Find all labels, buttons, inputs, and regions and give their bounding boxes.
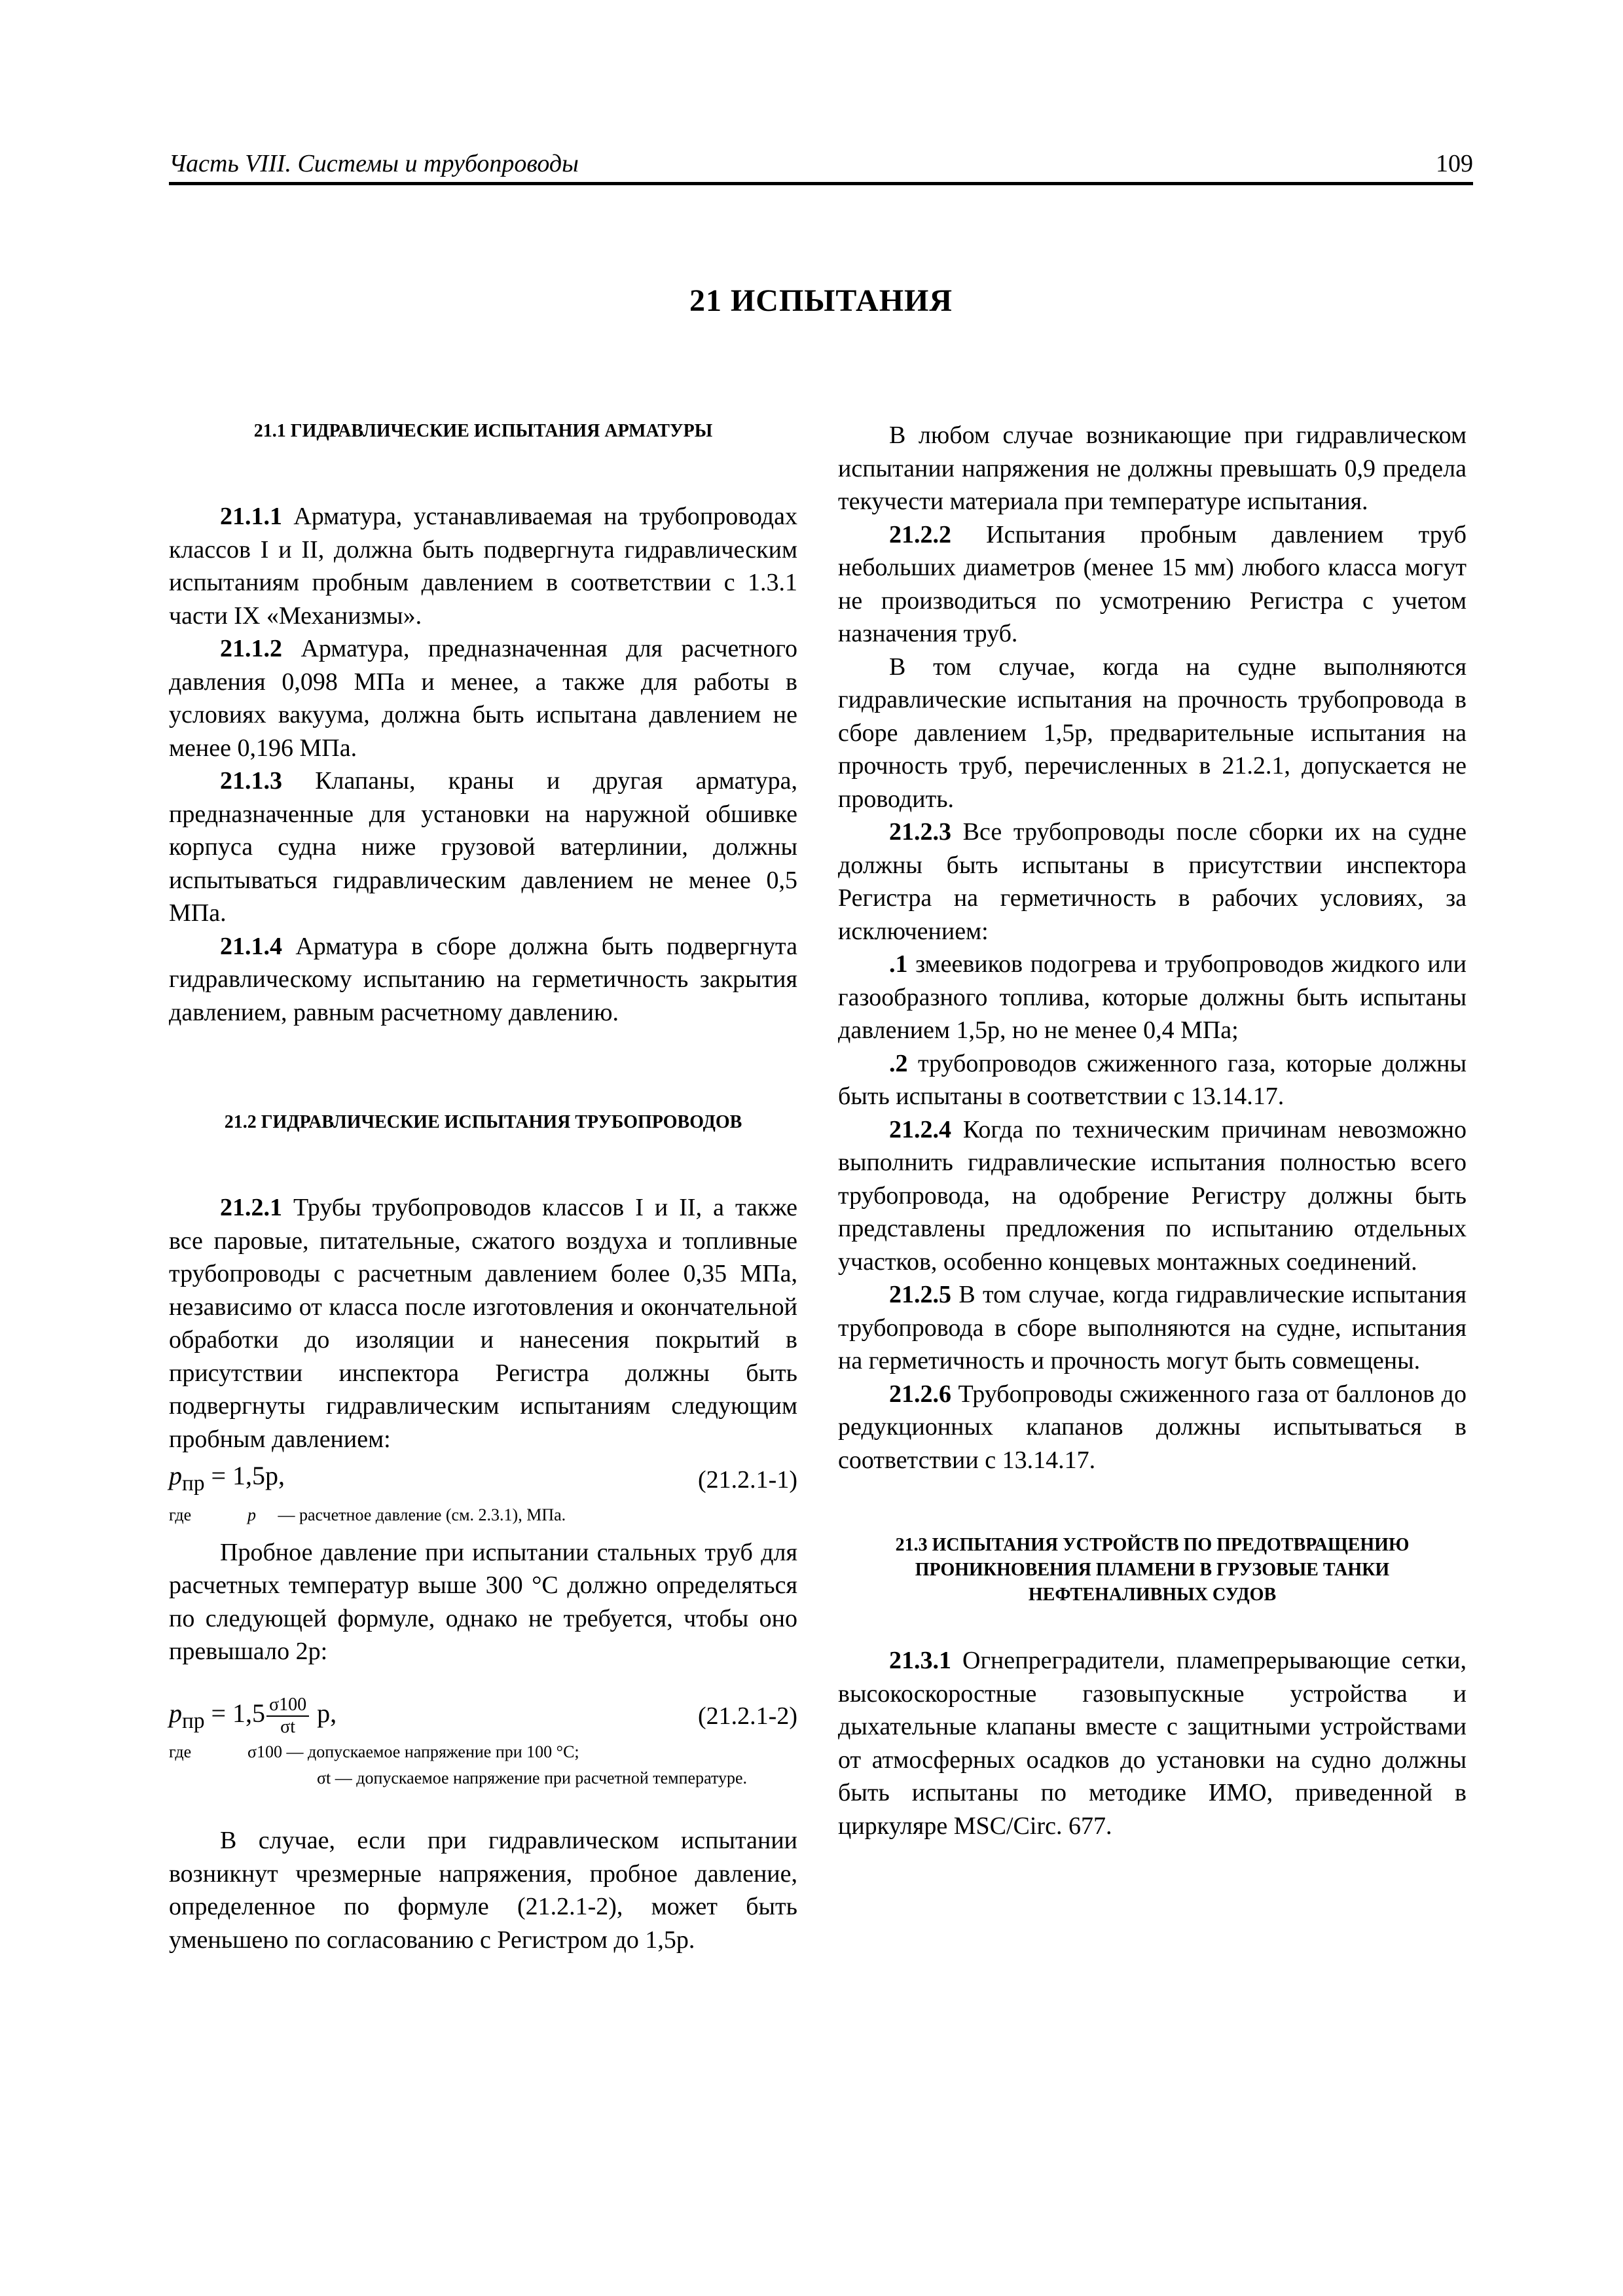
paragraph-21-1-2 [169,632,797,764]
paragraph-21-2-1 [169,1191,797,1456]
paragraph-text: Трубопроводы сжиженного газа от баллонов до редукционных клапанов должны испытываться в соответствии с 13.14.17. [838,1380,1467,1474]
formula-fraction: $\frac{\sigma 100}{\sigma t}$ [266,1695,309,1738]
paragraph-text: Огнепреградители, пламепрерывающие сетки, высокоскоростные газовыпускные устройства и дыхательные клапаны вместе с защитными устройствами от атмосферных осадков до установки на судно должны быть испытаны по методике ИМО, приведенной в циркуляре MSC/Circ. 677. [838,1647,1467,1840]
clause-number: 21.2.3 [889,818,951,846]
paragraph-text: В том случае, когда гидравлические испытания трубопровода в сборе выполняются на судне, испытания на герметичность и прочность могут быть совмещены. [838,1281,1467,1374]
paragraph-text: Когда по техническим причинам невозможно выполнить гидравлические испытания полностью всего трубопровода, на одобрение Регистру должны быть представлены предложения по испытанию отдельных участков, особенно концевых монтажных соединений. [838,1115,1467,1276]
paragraph-21-2-4 [838,1113,1467,1279]
formula-expression: $p_{пр} = 1,5p$, [169,1461,285,1496]
paragraph-lyubom: В любом случае возникающие при гидравлическом испытании напряжения не должны превышать 0,9 предела текучести материала при температуре испытания. [838,422,1467,515]
formula-legend: где p — расчетное давление (см. 2.3.1), МПа. [169,1505,566,1524]
item-text: трубопроводов сжиженного газа, которые должны быть испытаны в соответствии с 13.14.17. [838,1049,1467,1110]
formula-legend: где σ100 — допускаемое напряжение при 100 °С; [169,1742,579,1762]
paragraph-probnoe: Пробное давление при испытании стальных труб для расчетных температур выше 300 °С должно определяться по следующей формуле, однако не требуется, чтобы оно превышало 2p: [169,1538,797,1665]
formula-legend-line: σt — допускаемое напряжение при расчетной температуре. [317,1768,748,1788]
left-column [169,419,797,1956]
list-item-1 [838,948,1467,1047]
paragraph-21-1-4 [169,930,797,1030]
section-heading-21-1: 21.1 ГИДРАВЛИЧЕСКИЕ ИСПЫТАНИЯ АРМАТУРЫ [253,421,713,441]
running-title: Часть VIII. Системы и трубопроводы [169,150,579,177]
paragraph-tom-sluchae: В том случае, когда на судне выполняются гидравлические испытания на прочность трубопровода в сборе давлением 1,5p, предварительные испытания на прочность труб, перечисленных в 21.2.1, допускается не проводить. [838,653,1467,813]
paragraph-text: Арматура в сборе должна быть подвергнута гидравлическому испытанию на герметичность закрытия давлением, равным расчетному давлению. [169,932,797,1026]
paragraph-text: Арматура, предназначенная для расчетного давления 0,098 МПа и менее, а также для работы в условиях вакуума, должна быть испытана давлением не менее 0,196 МПа. [169,635,797,762]
paragraph-21-1-3 [169,764,797,930]
clause-number: 21.2.4 [889,1115,951,1143]
paragraph-chrezmernye: В случае, если при гидравлическом испытании возникнут чрезмерные напряжения, пробное давление, определенное по формуле (21.2.1-2), может быть уменьшено по согласованию с Регистром до 1,5p. [169,1827,797,1954]
list-item-2 [838,1047,1467,1113]
paragraph-21-1-1 [169,500,797,632]
clause-number: 21.2.2 [889,520,951,548]
clause-number: 21.2.5 [889,1281,951,1308]
clause-number: 21.3.1 [889,1647,951,1674]
paragraph-text: Испытания пробным давлением труб небольших диаметров (менее 15 мм) любого класса могут не производиться по усмотрению Регистра с учетом назначения труб. [838,520,1467,647]
paragraph-21-2-2 [838,518,1467,651]
item-text: змеевиков подогрева и трубопроводов жидкого или газообразного топлива, которые должны быть испытаны давлением 1,5p, но не менее 0,4 МПа; [838,950,1467,1044]
paragraph-text: Трубы трубопроводов классов I и II, а также все паровые, питательные, сжатого воздуха и топливные трубопроводы с расчетным давлением более 0,35 МПа, независимо от класса после изготовления и окончательной обработки до изоляции и нанесения покрытий в присутствии инспектора Регистра должны быть подвергнуты гидравлическим испытаниям следующим пробным давлением: [169,1194,797,1453]
formula-21-2-1-2 [169,1695,797,1738]
paragraph-21-2-3 [838,816,1467,948]
formula-label: (21.2.1-1) [698,1466,797,1494]
paragraph-text: Все трубопроводы после сборки их на судне должны быть испытаны в присутствии инспектора Регистра на герметичность в рабочих условиях, за исключением: [838,818,1467,945]
paragraph-21-2-6 [838,1378,1467,1477]
clause-number: 21.2.6 [889,1380,951,1408]
clause-number: 21.1.1 [220,503,282,530]
formula-expression: $p_{пр} = 1,5$ $\frac{\sigma 100}{\sigma t}$ p, [169,1694,337,1737]
paragraph-21-2-5 [838,1278,1467,1378]
paragraph-text: Клапаны, краны и другая арматура, предназначенные для установки на наружной обшивке корпуса судна ниже грузовой ватерлинии, должны испытываться гидравлическим давлением не менее 0,5 МПа. [169,767,797,927]
clause-number: 21.1.3 [220,767,282,795]
paragraph-21-3-1 [838,1644,1467,1842]
clause-number: 21.1.4 [220,932,282,960]
item-number: .1 [889,950,908,978]
page-number: 109 [1436,150,1473,177]
right-column [838,419,1467,1842]
formula-label: (21.2.1-2) [698,1702,797,1730]
clause-number: 21.2.1 [220,1194,282,1221]
clause-number: 21.1.2 [220,635,282,662]
paragraph-text: Арматура, устанавливаемая на трубопроводах классов I и II, должна быть подвергнута гидравлическим испытаниям пробным давлением в соответствии с 1.3.1 части IX «Механизмы». [169,503,797,630]
section-heading-21-3: 21.3 ИСПЫТАНИЯ УСТРОЙСТВ ПО ПРЕДОТВРАЩЕНИЮ ПРОНИКНОВЕНИЯ ПЛАМЕНИ В ГРУЗОВЫЕ ТАНКИ НЕФТЕНАЛИВНЫХ СУДОВ [895,1535,1410,1605]
chapter-title: 21 ИСПЫТАНИЯ [689,283,953,318]
section-heading-21-2: 21.2 ГИДРАВЛИЧЕСКИЕ ИСПЫТАНИЯ ТРУБОПРОВОДОВ [224,1112,742,1132]
running-header [169,145,1473,185]
formula-21-2-1-1 [169,1460,797,1501]
item-number: .2 [889,1049,908,1077]
